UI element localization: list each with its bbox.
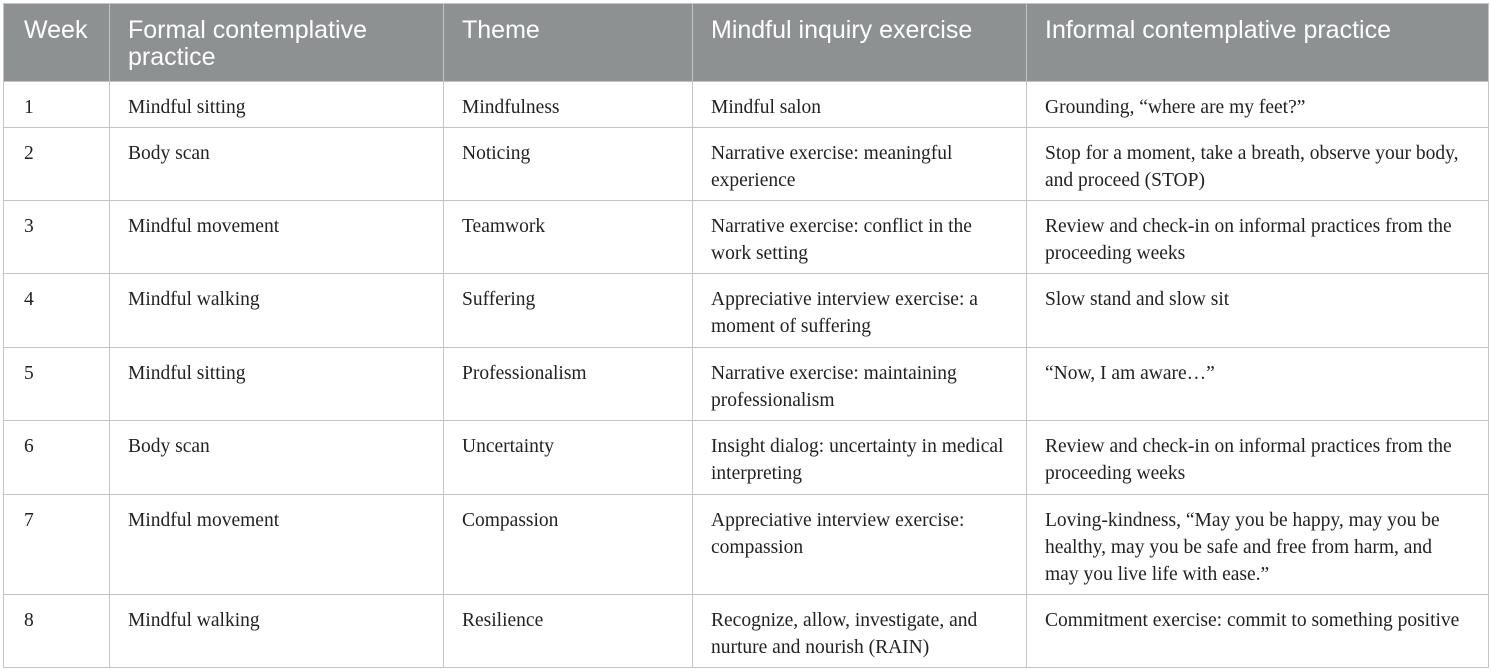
cell-informal-practice: “Now, I am aware…”: [1027, 348, 1489, 421]
cell-theme: Mindfulness: [444, 82, 693, 128]
cell-formal-practice: Mindful sitting: [110, 348, 444, 421]
curriculum-table: [3, 3, 1489, 668]
cell-formal-practice: Mindful walking: [110, 595, 444, 668]
table-row: [4, 595, 1489, 668]
cell-theme: Teamwork: [444, 201, 693, 274]
cell-week: 8: [4, 595, 110, 668]
header-formal-practice: Formal contemplative practice: [110, 4, 444, 82]
cell-informal-practice: Stop for a moment, take a breath, observe your body, and proceed (STOP): [1027, 128, 1489, 201]
cell-inquiry-exercise: Appreciative interview exercise: a moment of suffering: [693, 274, 1027, 348]
cell-theme: Noticing: [444, 128, 693, 201]
table-row: [4, 128, 1489, 201]
table-row: [4, 274, 1489, 348]
cell-week: 5: [4, 348, 110, 421]
header-informal-practice: Informal contemplative practice: [1027, 4, 1489, 82]
cell-formal-practice: Mindful movement: [110, 495, 444, 595]
cell-inquiry-exercise: Insight dialog: uncertainty in medical interpreting: [693, 421, 1027, 495]
table-row: [4, 421, 1489, 495]
cell-formal-practice: Body scan: [110, 128, 444, 201]
header-theme: Theme: [444, 4, 693, 82]
cell-week: 6: [4, 421, 110, 495]
table-row: [4, 348, 1489, 421]
cell-inquiry-exercise: Mindful salon: [693, 82, 1027, 128]
table-header-row: [4, 4, 1489, 82]
cell-theme: Compassion: [444, 495, 693, 595]
cell-informal-practice: Review and check-in on informal practices from the proceeding weeks: [1027, 201, 1489, 274]
cell-informal-practice: Slow stand and slow sit: [1027, 274, 1489, 348]
header-week: Week: [4, 4, 110, 82]
cell-inquiry-exercise: Narrative exercise: meaningful experience: [693, 128, 1027, 201]
header-inquiry-exercise: Mindful inquiry exercise: [693, 4, 1027, 82]
cell-inquiry-exercise: Narrative exercise: conflict in the work setting: [693, 201, 1027, 274]
cell-week: 4: [4, 274, 110, 348]
cell-formal-practice: Mindful movement: [110, 201, 444, 274]
table-row: [4, 82, 1489, 128]
table-row: [4, 201, 1489, 274]
cell-informal-practice: Loving-kindness, “May you be happy, may you be healthy, may you be safe and free from harm, and may you live life with ease.”: [1027, 495, 1489, 595]
cell-week: 2: [4, 128, 110, 201]
cell-informal-practice: Commitment exercise: commit to something positive: [1027, 595, 1489, 668]
cell-inquiry-exercise: Appreciative interview exercise: compassion: [693, 495, 1027, 595]
cell-week: 3: [4, 201, 110, 274]
cell-formal-practice: Body scan: [110, 421, 444, 495]
cell-formal-practice: Mindful sitting: [110, 82, 444, 128]
table-row: [4, 495, 1489, 595]
cell-informal-practice: Grounding, “where are my feet?”: [1027, 82, 1489, 128]
cell-theme: Uncertainty: [444, 421, 693, 495]
cell-theme: Professionalism: [444, 348, 693, 421]
cell-theme: Suffering: [444, 274, 693, 348]
cell-inquiry-exercise: Recognize, allow, investigate, and nurture and nourish (RAIN): [693, 595, 1027, 668]
cell-week: 1: [4, 82, 110, 128]
cell-inquiry-exercise: Narrative exercise: maintaining professionalism: [693, 348, 1027, 421]
cell-week: 7: [4, 495, 110, 595]
cell-theme: Resilience: [444, 595, 693, 668]
cell-informal-practice: Review and check-in on informal practices from the proceeding weeks: [1027, 421, 1489, 495]
cell-formal-practice: Mindful walking: [110, 274, 444, 348]
